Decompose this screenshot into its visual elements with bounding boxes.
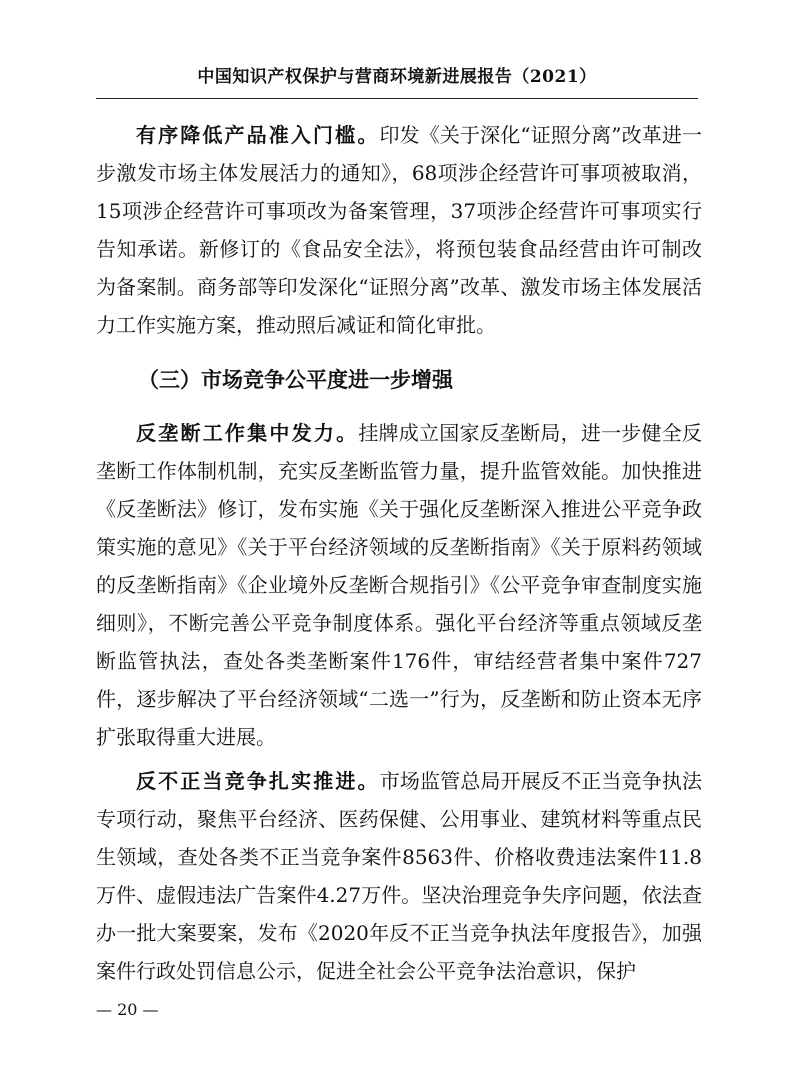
paragraph-antitrust (96, 414, 702, 756)
running-head-title: 中国知识产权保护与营商环境新进展报告（2021） (197, 67, 597, 87)
page-number: — 20 — (96, 1000, 159, 1019)
paragraph-market-access (96, 116, 702, 344)
header-rule (96, 98, 698, 99)
paragraph-text: 印发《关于深化“证照分离”改革进一步激发市场主体发展活力的通知》，68项涉企经营许可事项被取消，15项涉企经营许可事项改为备案管理，37项涉企经营许可事项实行告知承诺。新修订的《食品安全法》，将预包装食品经营由许可制改为备案制。商务部等印发深化“证照分离”改革、激发市场主体发展活力工作实施方案，推动照后减证和简化审批。 (96, 123, 703, 337)
paragraph-lead: 反不正当竞争扎实推进。 (136, 769, 380, 793)
section-heading: （三）市场竞争公平度进一步增强 (138, 368, 453, 392)
paragraph-lead: 反垄断工作集中发力。 (136, 421, 359, 445)
paragraph-lead: 有序降低产品准入门槛。 (136, 123, 380, 147)
paragraph-unfair-competition (96, 762, 702, 990)
paragraph-text: 市场监管总局开展反不正当竞争执法专项行动，聚焦平台经济、医药保健、公用事业、建筑材料等重点民生领域，查处各类不正当竞争案件8563件、价格收费违法案件11.8万件、虚假违法广告案件4.27万件。坚决治理竞争失序问题，依法查办一批大案要案，发布《2020年反不正当竞争执法年度报告》，加强案件行政处罚信息公示，促进全社会公平竞争法治意识，保护 (96, 769, 703, 983)
paragraph-text: 挂牌成立国家反垄断局，进一步健全反垄断工作体制机制，充实反垄断监管力量，提升监管效能。加快推进《反垄断法》修订，发布实施《关于强化反垄断深入推进公平竞争政策实施的意见》《关于平台经济领域的反垄断指南》《关于原料药领域的反垄断指南》《企业境外反垄断合规指引》《公平竞争审查制度实施细则》，不断完善公平竞争制度体系。强化平台经济等重点领域反垄断监管执法，查处各类垄断案件176件，审结经营者集中案件727件，逐步解决了平台经济领域“二选一”行为，反垄断和防止资本无序扩张取得重大进展。 (96, 421, 703, 749)
body-text (96, 116, 702, 990)
